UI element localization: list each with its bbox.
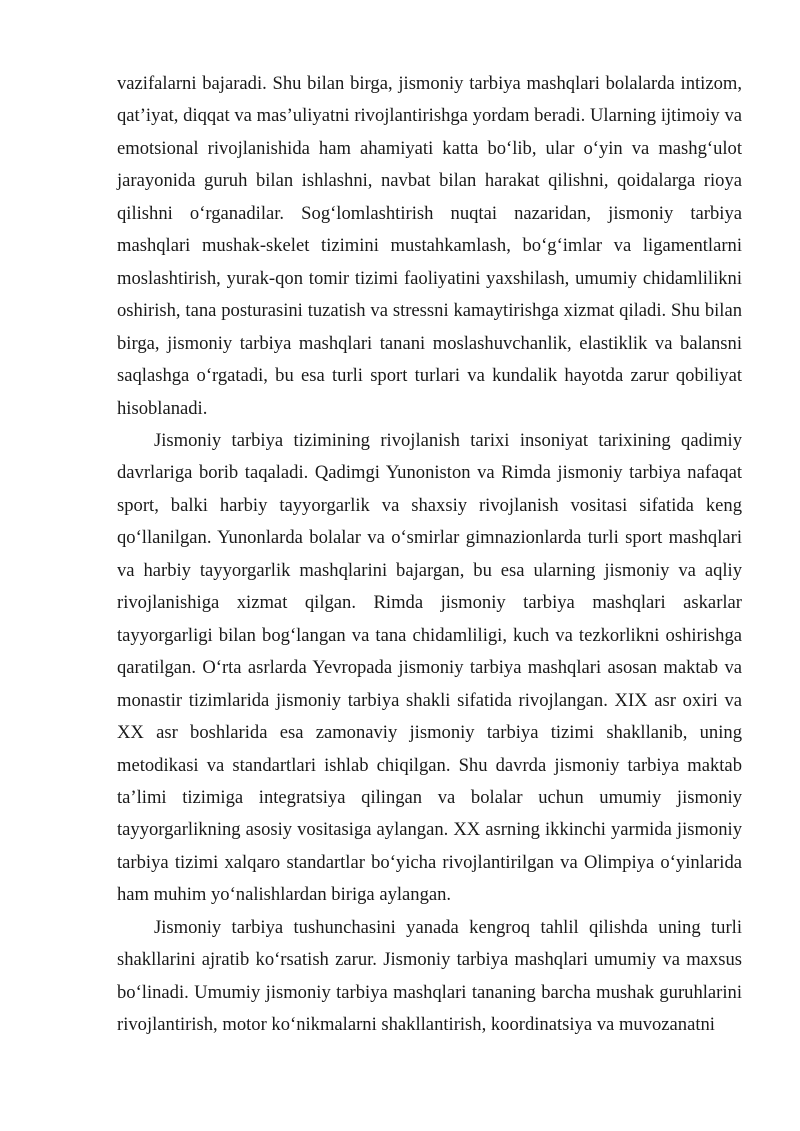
paragraph-1: vazifalarni bajaradi. Shu bilan birga, jismoniy tarbiya mashqlari bolalarda intizom, qat’iyat, diqqat va mas’uliyatni rivojlantirishga yordam beradi. Ularning ijtimoiy va emotsional rivojlanishida ham ahamiyati katta bo‘lib, ular o‘yin va mashg‘ulot jarayonida guruh bilan ishlashni, navbat bilan harakat qilishni, qoidalarga rioya qilishni o‘rganadilar. Sog‘lomlashtirish nuqtai nazaridan, jismoniy tarbiya mashqlari mushak-skelet tizimini mustahkamlash, bo‘g‘imlar va ligamentlarni moslashtirish, yurak-qon tomir tizimi faoliyatini yaxshilash, umumiy chidamlilikni oshirish, tana posturasini tuzatish va stressni kamaytirishga xizmat qiladi. Shu bilan birga, jismoniy tarbiya mashqlari tanani moslashuvchanlik, elastiklik va balansni saqlashga o‘rgatadi, bu esa turli sport turlari va kundalik hayotda zarur qobiliyat hisoblanadi. [117,73,742,419]
document-body [117,68,742,1042]
paragraph-2: Jismoniy tarbiya tizimining rivojlanish tarixi insoniyat tarixining qadimiy davrlariga borib taqaladi. Qadimgi Yunoniston va Rimda jismoniy tarbiya nafaqat sport, balki harbiy tayyorgarlik va shaxsiy rivojlanish vositasi sifatida keng qo‘llanilgan. Yunonlarda bolalar va o‘smirlar gimnazionlarda turli sport mashqlari va harbiy tayyorgarlik mashqlarini bajargan, bu esa ularning jismoniy va aqliy rivojlanishiga xizmat qilgan. Rimda jismoniy tarbiya mashqlari askarlar tayyorgarligi bilan bog‘langan va tana chidamliligi, kuch va tezkorlikni oshirishga qaratilgan. O‘rta asrlarda Yevropada jismoniy tarbiya mashqlari asosan maktab va monastir tizimlarida jismoniy tarbiya shakli sifatida rivojlangan. XIX asr oxiri va XX asr boshlarida esa zamonaviy jismoniy tarbiya tizimi shakllanib, uning metodikasi va standartlari ishlab chiqilgan. Shu davrda jismoniy tarbiya maktab ta’limi tizimiga integratsiya qilingan va bolalar uchun umumiy jismoniy tayyorgarlikning asosiy vositasiga aylangan. XX asrning ikkinchi yarmida jismoniy tarbiya tizimi xalqaro standartlar bo‘yicha rivojlantirilgan va Olimpiya o‘yinlarida ham muhim yo‘nalishlardan biriga aylangan. [117,429,742,906]
paragraph-3: Jismoniy tarbiya tushunchasini yanada kengroq tahlil qilishda uning turli shakllarini ajratib ko‘rsatish zarur. Jismoniy tarbiya mashqlari umumiy va maxsus bo‘linadi. Umumiy jismoniy tarbiya mashqlari tananing barcha mushak guruhlarini rivojlantirish, motor ko‘nikmalarni shakllantirish, koordinatsiya va muvozanatni [117,916,742,1036]
